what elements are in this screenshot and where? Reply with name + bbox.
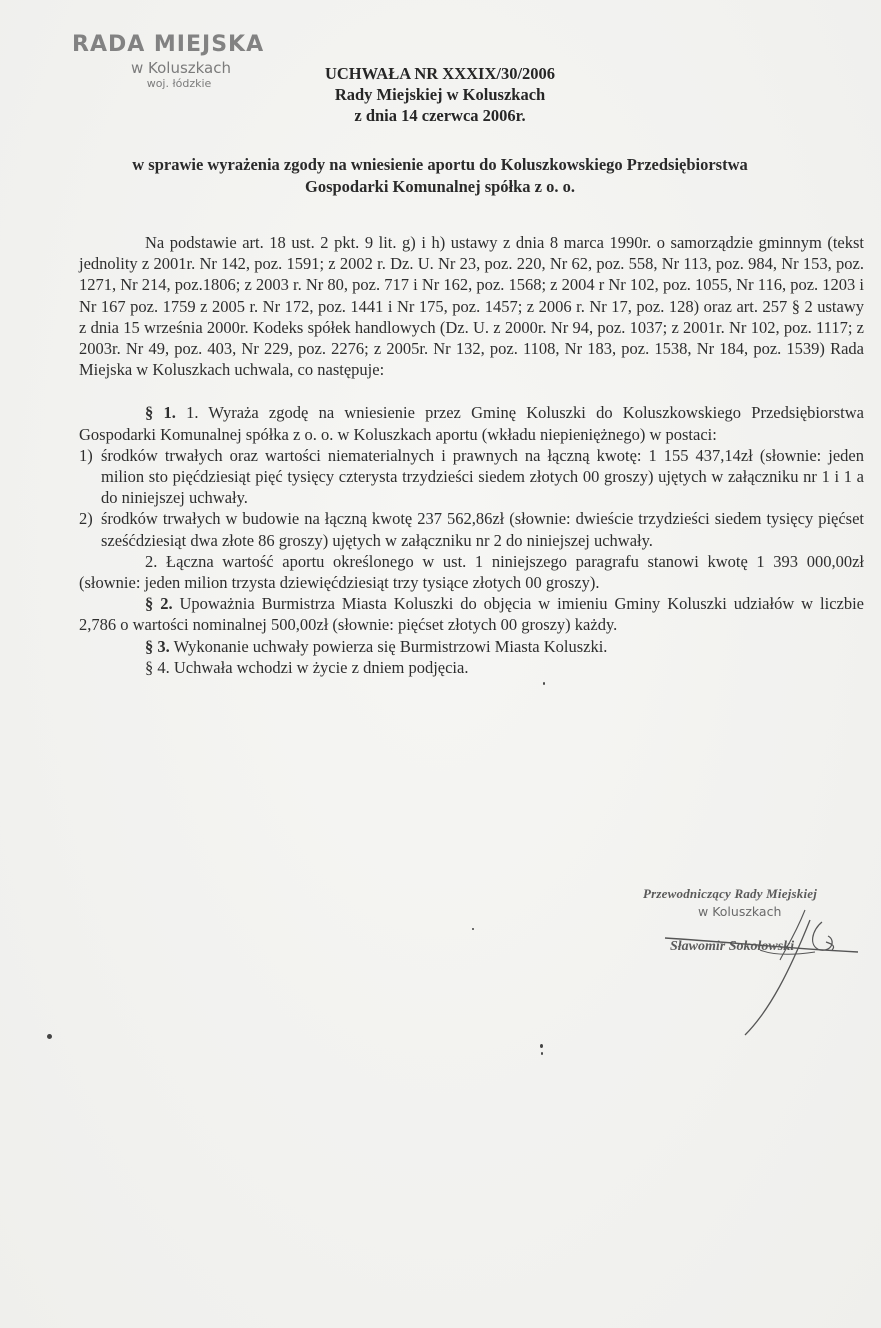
stamp-line-1: RADA MIEJSKA (72, 32, 265, 57)
section-1-label: § 1. (145, 403, 176, 423)
preamble: Na podstawie art. 18 ust. 2 pkt. 9 lit. g) i h) ustawy z dnia 8 marca 1990r. o samorządzie gminnym (tekst jednolity z 2001r. Nr 142, poz. 1591; z 2002 r. Dz. U. Nr 23, poz. 220, Nr 62, poz. 558, Nr 113, poz. 984, Nr 153, poz. 1271, Nr 214, poz.1806; z 2003 r. Nr 80, poz. 717 i Nr 162, poz. 1568; z 2004 r Nr 102, poz. 1055, Nr 116, poz. 1203 i Nr 167 poz. 1759 z 2005 r. Nr 172, poz. 1441 i Nr 175, poz. 1457; z 2006 r. Nr 17, poz. 128) oraz art. 257 § 2 ustawy z dnia 15 września 2000r. Kodeks spółek handlowych (Dz. U. z 2000r. Nr 94, poz. 1037; z 2001r. Nr 102, poz. 1117; z 2003r. Nr 49, poz. 403, Nr 229, poz. 2276; z 2005r. Nr 132, poz. 1108, Nr 183, poz. 1538, Nr 184, poz. 1539) Rada Miejska w Koluszkach uchwala, co następuje: (79, 233, 864, 380)
section-2 (79, 593, 864, 635)
list-item (79, 445, 864, 509)
scan-speck (541, 1052, 543, 1055)
section-2-label: § 2. (145, 594, 173, 614)
section-4 (79, 657, 864, 678)
scan-speck (472, 928, 474, 930)
signatory-name: Sławomir Sokołowski (670, 939, 795, 954)
section-3-text: Wykonanie uchwały powierza się Burmistrzowi Miasta Koluszki. (169, 636, 608, 656)
resolution-body (79, 232, 864, 678)
signatory-place: w Koluszkach (698, 904, 782, 919)
stamp-line-2: w Koluszkach (130, 59, 232, 77)
list-item-number: 2) (79, 509, 93, 529)
resolution-date: z dnia 14 czerwca 2006r. (354, 106, 526, 125)
list-item-number: 1) (79, 445, 93, 465)
handwritten-signature-icon (600, 880, 881, 1040)
resolution-header (270, 63, 610, 126)
signatory-role: Przewodniczący Rady Miejskiej (643, 886, 818, 901)
list-item (79, 508, 864, 550)
list-item-text: środków trwałych oraz wartości niematerialnych i prawnych na łączną kwotę: 1 155 437,14zł (słownie: jeden milion sto pięćdziesiąt pięć tysięcy czterysta trzydzieści siedem złotych 00 groszy) ujętych w załączniku nr 1 i 1 a do niniejszej uchwały. (101, 445, 864, 508)
scan-speck (47, 1034, 52, 1039)
scan-speck (540, 1044, 543, 1048)
section-2-text: Upoważnia Burmistrza Miasta Koluszki do objęcia w imieniu Gminy Koluszki udziałów w liczbie 2,786 o wartości nominalnej 500,00zł (słownie: pięćset złotych 00 groszy) każdy. (79, 594, 865, 635)
section-3-label: § 3. (145, 636, 170, 656)
subject-line-1: w sprawie wyrażenia zgody na wniesienie aportu do Koluszkowskiego Przedsiębiorstwa (132, 155, 748, 174)
section-3 (79, 636, 864, 657)
stamp-line-3: woj. łódzkie (146, 77, 212, 90)
section-1-intro-text: 1. Wyraża zgodę na wniesienie przez Gminę Koluszki do Koluszkowskiego Przedsiębiorstwa Gospodarki Komunalnej spółka z o. o. w Koluszkach aportu (wkładu niepieniężnego) w postaci: (79, 403, 864, 444)
section-4-label: § 4. (145, 657, 170, 677)
resolution-subject (70, 154, 810, 198)
list-item-text: środków trwałych w budowie na łączną kwotę 237 562,86zł (słownie: dwieście trzydzieści siedem tysięcy pięćset sześćdziesiąt dwa złote 86 groszy) ujętych w załączniku nr 2 do niniejszej uchwały. (101, 509, 864, 550)
resolution-issuer: Rady Miejskiej w Koluszkach (334, 85, 546, 104)
section-1-point-2: 2. Łączna wartość aportu określonego w ust. 1 niniejszego paragrafu stanowi kwotę 1 393 000,00zł (słownie: jeden milion trzysta dziewięćdziesiąt trzy tysiące złotych 00 groszy). (79, 551, 864, 593)
scan-speck (543, 682, 545, 685)
resolution-title: UCHWAŁA NR XXXIX/30/2006 (324, 64, 556, 83)
council-stamp (70, 32, 300, 90)
subject-line-2: Gospodarki Komunalnej spółka z o. o. (304, 177, 575, 196)
section-1-intro (79, 402, 864, 444)
section-4-text: Uchwała wchodzi w życie z dniem podjęcia. (169, 657, 469, 677)
